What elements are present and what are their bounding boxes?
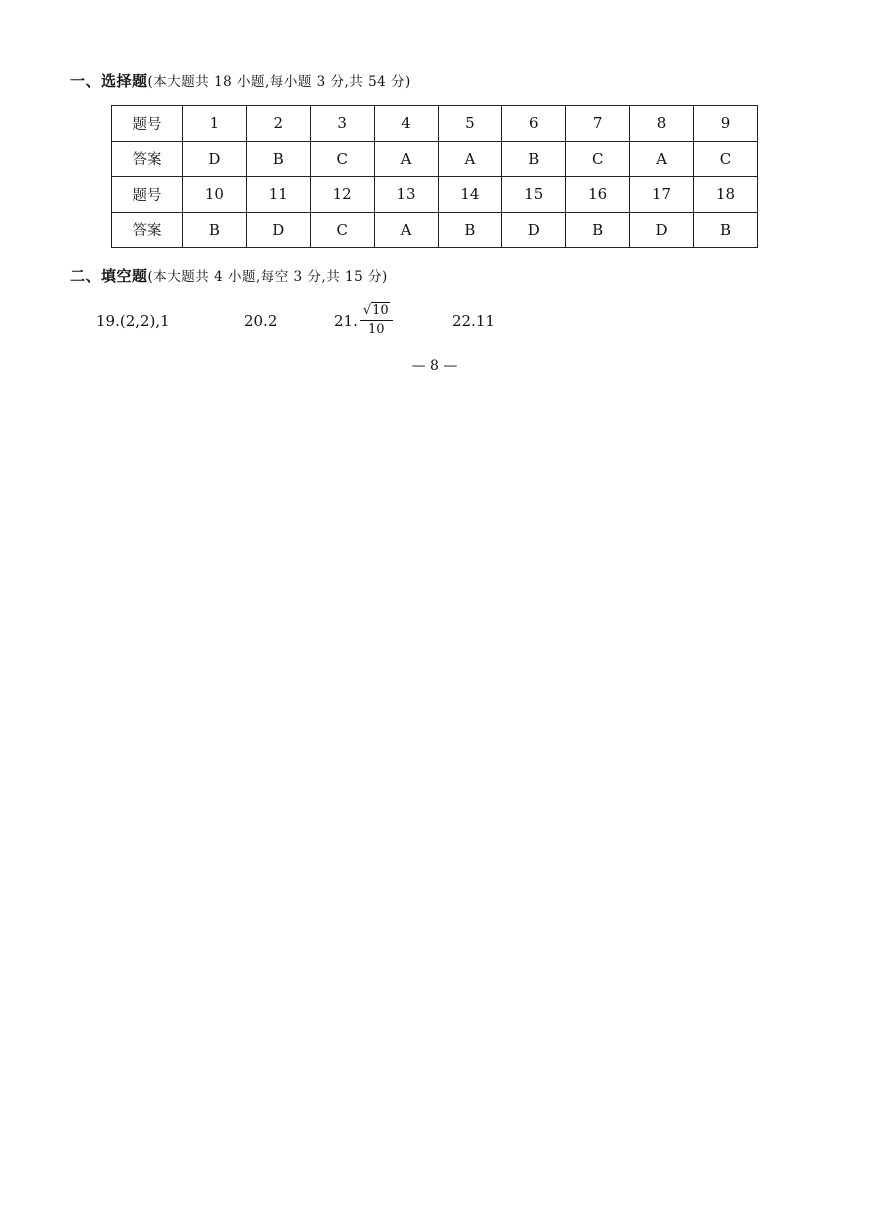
answer-20: 20.2 [244, 312, 278, 330]
answer-cell: C [310, 212, 374, 248]
table-row [112, 177, 758, 213]
question-number-cell: 7 [566, 106, 630, 142]
section-1-title: 一、选择题 [70, 72, 148, 90]
question-number-cell: 11 [246, 177, 310, 213]
answer-cell: D [630, 212, 694, 248]
question-number-cell: 6 [502, 106, 566, 142]
answer-21 [334, 303, 393, 338]
answer-cell: B [566, 212, 630, 248]
fraction-denominator: 10 [368, 322, 385, 337]
section-1-note: (本大题共 18 小题,每小题 3 分,共 54 分) [147, 74, 411, 90]
answer-cell: A [374, 141, 438, 177]
question-number-cell: 2 [246, 106, 310, 142]
question-number-cell: 5 [438, 106, 502, 142]
question-number-cell: 14 [438, 177, 502, 213]
answer-cell: B [502, 141, 566, 177]
sqrt-icon: √ [362, 303, 372, 318]
question-number-header: 题号 [112, 106, 183, 142]
table-row [112, 106, 758, 142]
question-number-cell: 15 [502, 177, 566, 213]
table-row [112, 141, 758, 177]
section-1-heading [70, 70, 411, 91]
fraction [360, 303, 393, 338]
question-number-header: 题号 [112, 177, 183, 213]
answer-21-label: 21. [334, 311, 358, 330]
answer-cell: B [694, 212, 758, 248]
answer-cell: B [246, 141, 310, 177]
question-number-cell: 4 [374, 106, 438, 142]
answer-cell: C [694, 141, 758, 177]
question-number-cell: 1 [183, 106, 247, 142]
section-2-title: 二、填空题 [70, 267, 148, 285]
question-number-cell: 17 [630, 177, 694, 213]
answer-table [111, 105, 758, 248]
question-number-cell: 10 [183, 177, 247, 213]
answer-cell: C [566, 141, 630, 177]
section-2-heading [70, 265, 388, 286]
table-row [112, 212, 758, 248]
question-number-cell: 8 [630, 106, 694, 142]
question-number-cell: 12 [310, 177, 374, 213]
answer-cell: B [438, 212, 502, 248]
answer-header: 答案 [112, 212, 183, 248]
answer-header: 答案 [112, 141, 183, 177]
page-number: — 8 — [411, 358, 458, 374]
answer-cell: B [183, 212, 247, 248]
question-number-cell: 3 [310, 106, 374, 142]
section-2-note: (本大题共 4 小题,每空 3 分,共 15 分) [147, 269, 388, 285]
answer-cell: A [630, 141, 694, 177]
answer-cell: D [246, 212, 310, 248]
question-number-cell: 9 [694, 106, 758, 142]
answer-cell: A [438, 141, 502, 177]
answer-19: 19.(2,2),1 [96, 312, 170, 330]
answer-cell: A [374, 212, 438, 248]
answer-22: 22.11 [452, 312, 495, 330]
answer-cell: C [310, 141, 374, 177]
question-number-cell: 18 [694, 177, 758, 213]
radicand: 10 [372, 303, 389, 318]
answer-cell: D [183, 141, 247, 177]
question-number-cell: 13 [374, 177, 438, 213]
answer-cell: D [502, 212, 566, 248]
question-number-cell: 16 [566, 177, 630, 213]
fraction-numerator [360, 303, 393, 321]
